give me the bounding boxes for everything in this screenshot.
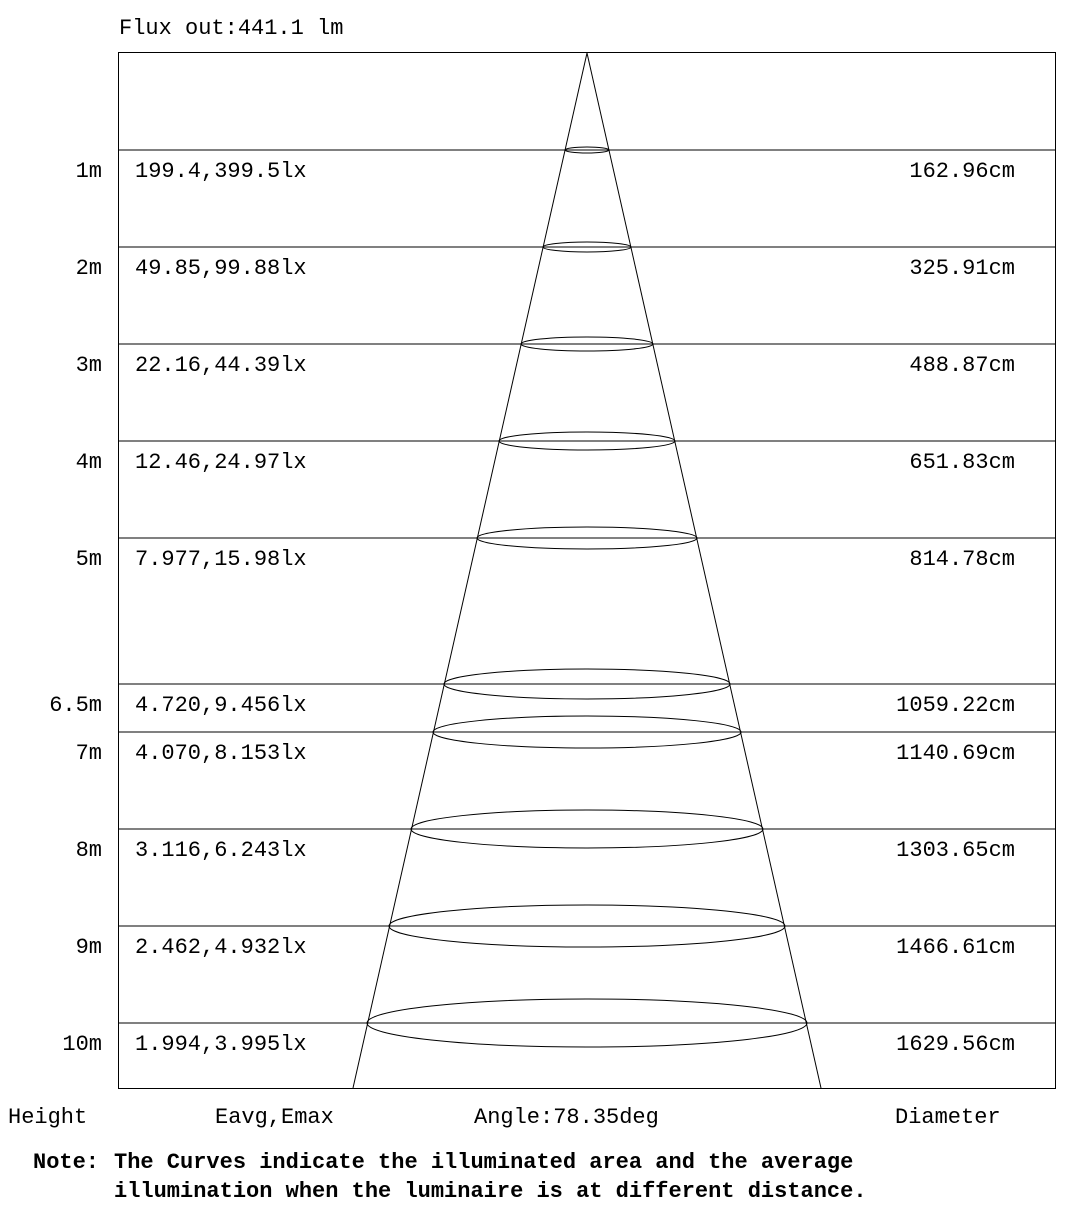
row-height-label: 9m: [75, 935, 102, 960]
row-height-label: 6.5m: [49, 693, 102, 718]
row-height-label: 10m: [62, 1032, 102, 1057]
row-diameter-value: 162.96cm: [909, 159, 1015, 184]
row-diameter-value: 325.91cm: [909, 256, 1015, 281]
row-illuminance-value: 7.977,15.98lx: [135, 547, 307, 572]
row-illuminance-value: 3.116,6.243lx: [135, 838, 307, 863]
row-height-label: 2m: [75, 256, 102, 281]
row-diameter-value: 1140.69cm: [896, 741, 1015, 766]
note-prefix: Note:: [33, 1150, 100, 1175]
row-diameter-value: 651.83cm: [909, 450, 1015, 475]
row-height-label: 5m: [75, 547, 102, 572]
row-height-label: 3m: [75, 353, 102, 378]
note-line-2: illumination when the luminaire is at different distance.: [114, 1179, 867, 1204]
row-diameter-value: 1629.56cm: [896, 1032, 1015, 1057]
row-illuminance-value: 1.994,3.995lx: [135, 1032, 307, 1057]
row-illuminance-value: 22.16,44.39lx: [135, 353, 307, 378]
row-illuminance-value: 12.46,24.97lx: [135, 450, 307, 475]
eavg-emax-column-label: Eavg,Emax: [215, 1105, 334, 1130]
row-illuminance-value: 4.720,9.456lx: [135, 693, 307, 718]
row-diameter-value: 814.78cm: [909, 547, 1015, 572]
row-illuminance-value: 4.070,8.153lx: [135, 741, 307, 766]
row-diameter-value: 1466.61cm: [896, 935, 1015, 960]
row-illuminance-value: 2.462,4.932lx: [135, 935, 307, 960]
cone-right-edge: [587, 53, 821, 1088]
cone-left-edge: [353, 53, 587, 1088]
diameter-column-label: Diameter: [895, 1105, 1001, 1130]
beam-angle-label: Angle:78.35deg: [474, 1105, 659, 1130]
flux-output-label: Flux out:441.1 lm: [119, 16, 344, 41]
row-height-label: 7m: [75, 741, 102, 766]
row-diameter-value: 1303.65cm: [896, 838, 1015, 863]
row-height-label: 1m: [75, 159, 102, 184]
row-diameter-value: 1059.22cm: [896, 693, 1015, 718]
row-height-label: 4m: [75, 450, 102, 475]
row-height-label: 8m: [75, 838, 102, 863]
height-column-label: Height: [8, 1105, 88, 1130]
row-diameter-value: 488.87cm: [909, 353, 1015, 378]
note-line-1: The Curves indicate the illuminated area and the average: [114, 1150, 854, 1175]
row-illuminance-value: 199.4,399.5lx: [135, 159, 307, 184]
row-illuminance-value: 49.85,99.88lx: [135, 256, 307, 281]
